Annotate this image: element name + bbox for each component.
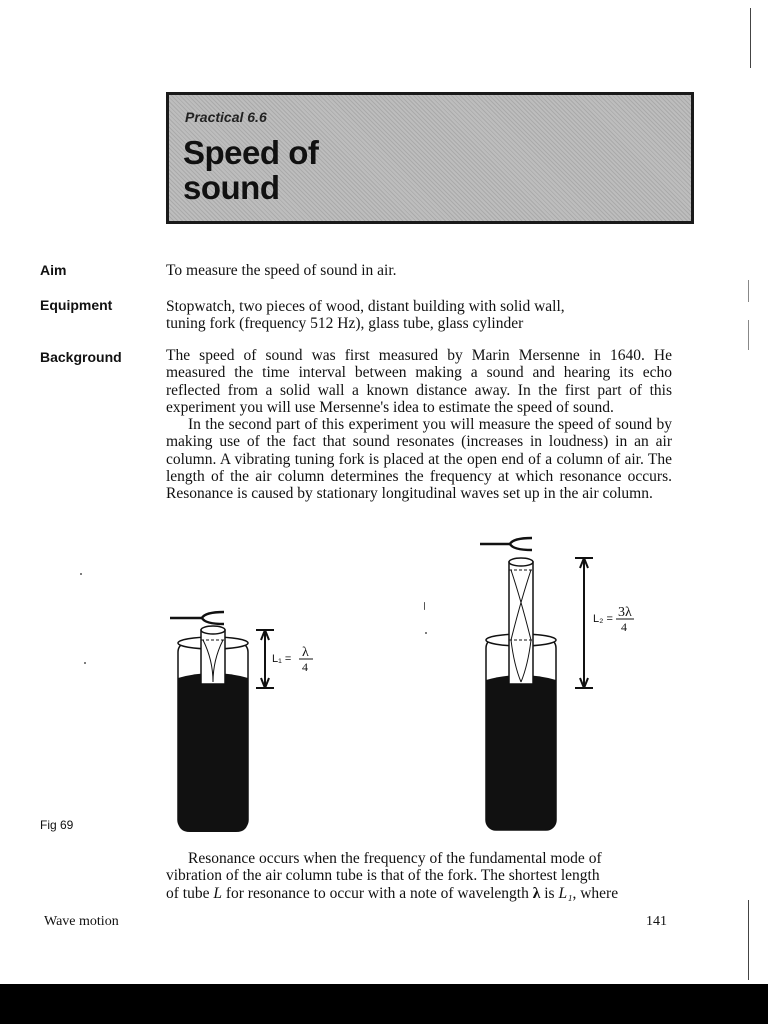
equipment-line-1: Stopwatch, two pieces of wood, distant building with solid wall,: [166, 298, 565, 315]
resonance-symbol-L: L: [213, 884, 222, 902]
background-paragraph-2: In the second part of this experiment you will measure the speed of sound by making use of the fact that sound resonates (increases in loudness) in an air column. A vibrating tuning fork is placed at the open end of a column of air. The length of the air column determines the frequency at which resonance occurs. Resonance is caused by stationary longitudinal waves set up in the air column.: [166, 416, 672, 503]
resonance-line-3-mid: for resonance to occur with a note of wavelength: [221, 884, 533, 902]
l2-dimension: [575, 558, 593, 688]
l1-label: L₁ =: [272, 653, 292, 665]
scan-edge-line: [750, 8, 751, 68]
title-banner: [166, 92, 694, 224]
scan-speck: [425, 632, 427, 634]
practical-number: Practical 6.6: [185, 109, 267, 125]
chapter-title: Wave motion: [44, 914, 119, 929]
l1-denominator: 4: [302, 660, 308, 674]
resonance-text: [166, 850, 672, 902]
resonance-tube-figure: [150, 530, 670, 840]
tube-top: [201, 626, 225, 634]
tuning-fork-icon: [170, 612, 224, 624]
scan-edge-line: [748, 320, 749, 350]
resonance-symbol-L1: L₁: [558, 884, 573, 902]
figure-label: Fig 69: [40, 818, 74, 832]
page-title: [183, 135, 318, 205]
aim-label: Aim: [40, 262, 67, 278]
l2-numerator: 3λ: [618, 605, 632, 620]
aim-text: [166, 262, 672, 279]
scan-speck: [80, 573, 82, 575]
water-column: [178, 673, 248, 832]
scan-edge-line: [748, 900, 749, 980]
resonance-line-1: Resonance occurs when the frequency of the fundamental mode of: [188, 850, 602, 867]
background-label: Background: [40, 349, 122, 365]
scan-edge-line: [748, 280, 749, 302]
equipment-text: [166, 298, 672, 333]
l1-numerator: λ: [302, 645, 309, 660]
resonance-line-3-start: of tube: [166, 884, 214, 902]
title-line-2: sound: [183, 169, 280, 206]
resonance-line-3-is: is: [540, 884, 559, 902]
background-text: [166, 347, 672, 503]
resonance-line-2: vibration of the air column tube is that of the fork. The shortest length: [166, 867, 600, 885]
aim-sentence: To measure the speed of sound in air.: [166, 262, 397, 279]
resonance-line-3: [166, 885, 672, 902]
water-column: [486, 675, 556, 830]
scan-speck: [84, 662, 86, 664]
tube-top: [509, 558, 533, 566]
l2-denominator: 4: [621, 620, 627, 634]
right-apparatus: [480, 538, 634, 830]
glass-tube: [509, 562, 533, 684]
scan-bottom-bar: [0, 984, 768, 1024]
left-apparatus: [170, 612, 313, 832]
resonance-line-3-end: , where: [572, 884, 619, 902]
equipment-label: Equipment: [40, 297, 113, 313]
resonance-symbol-lambda: λ: [532, 884, 541, 902]
tuning-fork-icon: [480, 538, 532, 550]
background-paragraph-1: The speed of sound was first measured by Marin Mersenne in 1640. He measured the time interval between making a sound and hearing its echo reflected from a solid wall a known distance away. In the first part of this experiment you will use Mersenne's idea to estimate the speed of sound.: [166, 347, 672, 416]
scan-speck: [424, 602, 425, 610]
page-number: 141: [646, 914, 667, 929]
title-line-1: Speed of: [183, 134, 319, 171]
equipment-line-2: tuning fork (frequency 512 Hz), glass tube, glass cylinder: [166, 315, 524, 333]
l2-label: L₂ =: [593, 613, 613, 625]
